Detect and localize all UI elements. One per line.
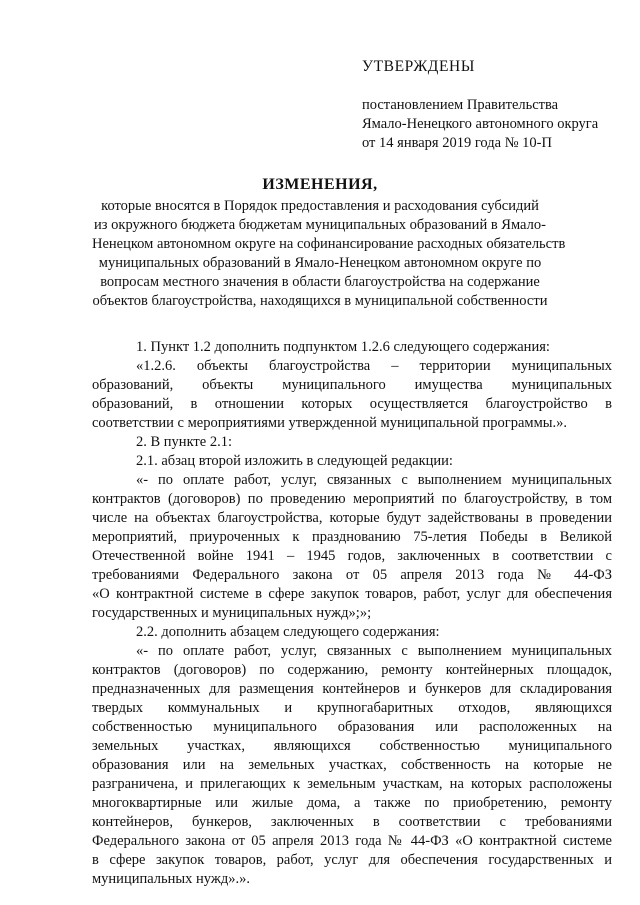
- body-line: государственных и муниципальных нужд»;»;: [92, 605, 372, 621]
- subject-line: муниципальных образований в Ямало-Ненецком автономном округе по: [98, 255, 542, 271]
- approval-line-3: от 14 января 2019 года № 10-П: [362, 135, 552, 151]
- document-body: [92, 338, 612, 889]
- body-line: 2. В пункте 2.1:: [136, 434, 232, 450]
- body-line: соответствии с мероприятиями утвержденной муниципальной программы.».: [92, 415, 568, 431]
- body-line: «1.2.6. объекты благоустройства – территории муниципальных: [136, 358, 612, 374]
- body-line: мероприятий, приуроченных к празднованию 75-летия Победы в Великой: [92, 529, 612, 545]
- body-line: «- по оплате работ, услуг, связанных с выполнением муниципальных: [136, 472, 612, 488]
- body-line: многоквартирные или жилые дома, а также по приобретению, ремонту: [92, 795, 612, 811]
- document-title: ИЗМЕНЕНИЯ,: [262, 176, 378, 193]
- body-line: Отечественной войне 1941 – 1945 годов, заключенных в соответствии с: [92, 548, 612, 564]
- body-line: земельных участках, являющихся собственностью муниципального: [92, 738, 612, 754]
- subject-line: из окружного бюджета бюджетам муниципальных образований в Ямало-: [94, 217, 546, 233]
- approval-line-1: постановлением Правительства: [362, 97, 559, 113]
- body-line: числе на объектах благоустройства, которые будут задействованы в проведении: [92, 510, 612, 526]
- body-line: 1. Пункт 1.2 дополнить подпунктом 1.2.6 следующего содержания:: [136, 339, 550, 355]
- body-line: «О контрактной системе в сфере закупок товаров, работ, услуг для обеспечения: [92, 586, 612, 602]
- approval-heading: УТВЕРЖДЕНЫ: [362, 58, 475, 75]
- body-line: требованиями Федерального закона от 05 апреля 2013 года № 44-ФЗ: [92, 567, 612, 583]
- body-line: собственностью муниципального образования или расположенных на: [92, 719, 612, 735]
- body-line: образования или на земельных участках, собственность на которые не: [92, 757, 612, 773]
- document-subject: [92, 197, 566, 311]
- subject-line: объектов благоустройства, находящихся в муниципальной собственности: [92, 293, 548, 309]
- body-line: предназначенных для размещения контейнеров и бункеров для складирования: [92, 681, 612, 697]
- subject-line: которые вносятся в Порядок предоставления и расходования субсидий: [101, 198, 539, 214]
- body-line: контрактов (договоров) по проведению мероприятий по благоустройству, в том: [92, 491, 612, 507]
- body-line: 2.1. абзац второй изложить в следующей редакции:: [136, 453, 453, 469]
- body-line: образований, объекты муниципального имущества муниципальных: [92, 377, 612, 393]
- body-line: «- по оплате работ, услуг, связанных с выполнением муниципальных: [136, 643, 612, 659]
- body-line: контейнеров, бункеров, заключенных в соответствии с требованиями: [92, 814, 612, 830]
- approval-line-2: Ямало-Ненецкого автономного округа: [362, 116, 599, 132]
- body-line: контрактов (договоров) по содержанию, ремонту контейнерных площадок,: [92, 662, 612, 678]
- body-line: образований, в отношении которых осуществляется благоустройство в: [92, 396, 612, 412]
- body-line: разграничена, и прилегающих к земельным участкам, на которых расположены: [92, 776, 612, 792]
- body-line: Федерального закона от 05 апреля 2013 года № 44-ФЗ «О контрактной системе: [92, 833, 612, 849]
- body-line: твердых коммунальных и крупногабаритных отходов, являющихся: [92, 700, 612, 716]
- subject-line: Ненецком автономном округе на софинансирование расходных обязательств: [92, 236, 566, 252]
- body-line: в сфере закупок товаров, работ, услуг для обеспечения государственных и: [92, 852, 612, 868]
- body-line: 2.2. дополнить абзацем следующего содержания:: [136, 624, 440, 640]
- subject-line: вопросам местного значения в области благоустройства на содержание: [100, 274, 540, 290]
- body-line: муниципальных нужд».».: [92, 871, 250, 887]
